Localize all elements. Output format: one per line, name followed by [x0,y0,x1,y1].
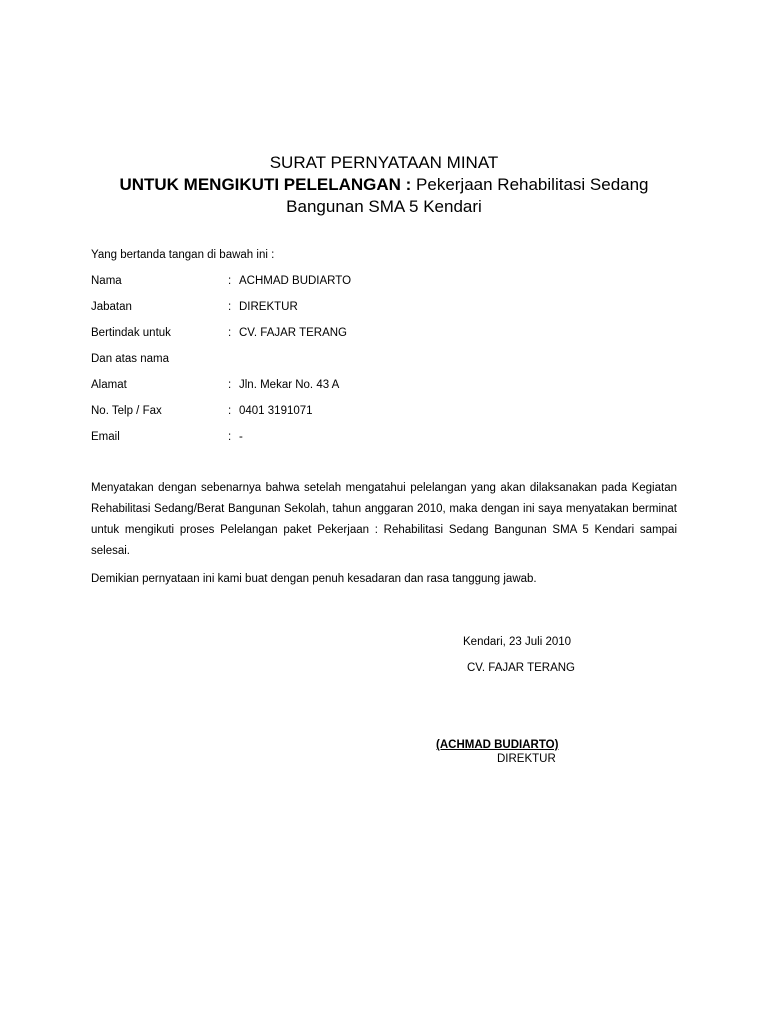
field-row-alamat [0,378,768,392]
field-colon: : [228,301,232,313]
closing-paragraph: Demikian pernyataan ini kami buat dengan penuh kesadaran dan rasa tanggung jawab. [91,573,537,585]
signature-name: (ACHMAD BUDIARTO) [436,739,559,751]
field-row-email [0,430,768,444]
field-row-jabatan [0,300,768,314]
place-date: Kendari, 23 Juli 2010 [463,636,572,648]
title-line-2-rest: Pekerjaan Rehabilitasi Sedang [411,175,649,194]
field-label: Alamat [91,379,127,391]
field-row-telp [0,404,768,418]
field-colon: : [228,379,232,391]
intro-text: Yang bertanda tangan di bawah ini : [91,249,275,261]
title-line-2 [0,174,768,196]
field-value: CV. FAJAR TERANG [239,327,348,339]
field-label: No. Telp / Fax [91,405,162,417]
field-value: DIREKTUR [239,301,298,313]
field-value: - [239,431,243,443]
signature-position: DIREKTUR [497,753,556,765]
field-row-bertindak [0,326,768,340]
field-label: Bertindak untuk [91,327,171,339]
statement-paragraph: Menyatakan dengan sebenarnya bahwa setelah mengatahui pelelangan yang akan dilaksanakan pada Kegiatan Rehabilitasi Sedang/Berat Bangunan Sekolah, tahun anggaran 2010, maka dengan ini saya menyatakan berminat untuk mengikuti proses Pelelangan paket Pekerjaan : Rehabilitasi Sedang Bangunan SMA 5 Kendari sampai selesai. [91,482,677,557]
field-colon: : [228,275,232,287]
field-row-atas-nama [0,352,768,366]
field-label: Email [91,431,120,443]
field-label: Dan atas nama [91,353,169,365]
title-line-3: Bangunan SMA 5 Kendari [286,197,482,216]
field-colon: : [228,405,232,417]
title-line-2-bold: UNTUK MENGIKUTI PELELANGAN : [119,175,412,194]
field-value: ACHMAD BUDIARTO [239,275,352,287]
field-label: Jabatan [91,301,132,313]
field-colon: : [228,327,232,339]
title-line-1: SURAT PERNYATAAN MINAT [269,153,499,172]
field-row-nama [0,274,768,288]
field-value: Jln. Mekar No. 43 A [239,379,340,391]
signature-company: CV. FAJAR TERANG [467,662,576,674]
field-label: Nama [91,275,122,287]
field-colon: : [228,431,232,443]
field-value: 0401 3191071 [239,405,313,417]
